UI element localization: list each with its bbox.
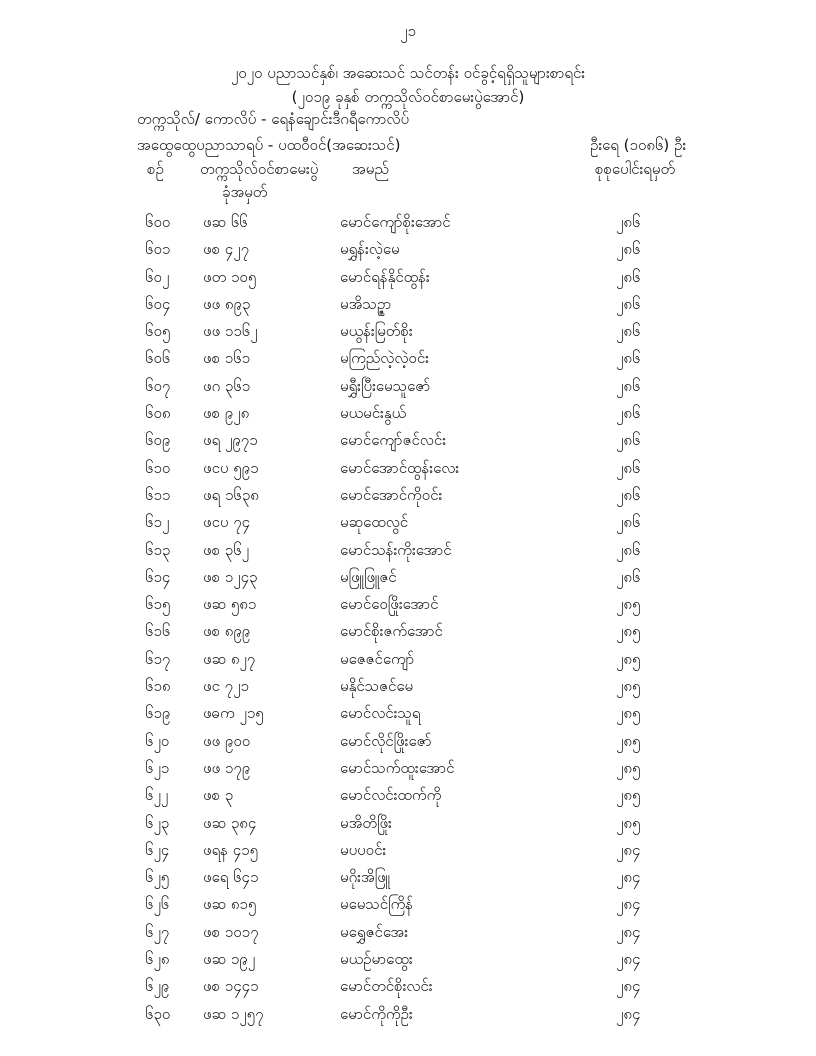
table-row	[0, 482, 816, 509]
total-score: ၂၈၆	[616, 322, 641, 341]
total-score: ၂၈၄	[616, 922, 641, 941]
student-name: မနိုင်သဇင်မေ	[340, 677, 414, 696]
total-score: ၂၈၅	[616, 704, 641, 723]
roll-number: ဖစ ၈၉၉	[203, 622, 251, 641]
table-row	[0, 782, 816, 809]
roll-number: ဖဓက ၂၁၅	[203, 704, 264, 723]
table-row	[0, 673, 816, 700]
student-name: မကြည်လဲ့လဲ့ဝင်း	[340, 349, 429, 368]
roll-number: ဖဆ ၁၉၂	[203, 950, 256, 969]
total-score: ၂၈၆	[616, 485, 641, 504]
student-name: မရွှီးပြီးမေသူဇော်	[340, 376, 431, 395]
roll-number: ဖစ ၁၆၁	[203, 349, 251, 368]
roll-number: ဖစ ၁၄၄၁	[203, 977, 259, 996]
total-score: ၂၈၆	[616, 294, 641, 313]
row-number: ၆၂၃	[145, 813, 170, 832]
total-score: ၂၈၆	[616, 213, 641, 231]
roll-number: ဖဆ ၈၂၇	[203, 649, 256, 668]
row-number: ၆၀၀	[145, 213, 171, 231]
student-name: မောင်တင်စိုးလင်း	[340, 977, 433, 996]
row-number: ၆၁၄	[145, 567, 171, 586]
table-row	[0, 209, 816, 236]
total-score: ၂၈၆	[616, 349, 641, 368]
total-score: ၂၈၅	[616, 649, 641, 668]
column-header-no: စဉ်	[147, 160, 164, 178]
total-score: ၂၈၆	[616, 376, 641, 395]
roll-number: ဖဆ ၈၁၅	[203, 895, 257, 914]
table-row	[0, 1001, 816, 1028]
table-row	[0, 591, 816, 618]
roll-number: ဖငပ ၇၄	[203, 513, 251, 532]
table-row	[0, 646, 816, 673]
student-name: မောင်သန်းကိုးအောင်	[340, 540, 452, 559]
column-header-roll: တက္ကသိုလ်ဝင်စာမေးပွဲ	[200, 160, 319, 178]
roll-number: ဖငပ ၅၉၁	[203, 458, 259, 477]
row-number: ၆၂၂	[145, 786, 169, 805]
roll-number: ဖစ ၁၀၁၇	[203, 922, 259, 941]
roll-number: ဖရေ ၆၄၁	[203, 868, 259, 887]
total-score: ၂၈၆	[616, 240, 641, 259]
roll-number: ဖဆ ၅၈၁	[203, 595, 257, 614]
row-number: ၆၁၅	[145, 595, 171, 614]
table-row	[0, 973, 816, 1000]
student-name: မောင်အောင်ထွန်းလေး	[340, 458, 460, 477]
row-number: ၆၁၃	[145, 540, 171, 559]
table-row	[0, 728, 816, 755]
roll-number: ဖဆ ၃၈၄	[203, 813, 257, 832]
student-name: မောင်သက်ထူးအောင်	[340, 758, 455, 777]
table-row	[0, 864, 816, 891]
table-row	[0, 373, 816, 400]
roll-number: ဖစ ၁၂၄၃	[203, 567, 258, 586]
column-header-score: စုစုပေါင်းရမှတ်	[595, 160, 676, 178]
student-name: မောင်စိုးဇက်အောင်	[340, 622, 443, 641]
student-name: မရွှန်းလဲ့မေ	[340, 240, 400, 259]
total-score: ၂၈၅	[616, 813, 641, 832]
student-name: မောင်လင်းထက်ကို	[340, 786, 442, 805]
table-row	[0, 946, 816, 973]
student-name: မအိသဉ္ဇာ	[340, 294, 392, 313]
total-score: ၂၈၄	[616, 977, 641, 996]
row-number: ၆၁၉	[145, 704, 171, 723]
roll-number: ဖရန ၄၁၅	[203, 840, 259, 859]
student-name: မဂိုးအိဖြူ	[340, 868, 391, 887]
student-name: မမေသင်ကြိန်	[340, 895, 414, 914]
row-number: ၆၀၄	[145, 294, 171, 313]
row-number: ၆၃၀	[145, 1004, 171, 1023]
row-number: ၆၀၂	[145, 267, 170, 286]
row-number: ၆၁၀	[145, 458, 171, 477]
table-row	[0, 837, 816, 864]
student-name: မောင်ရန်နိုင်ထွန်း	[340, 267, 430, 286]
total-score: ၂၈၆	[616, 513, 641, 532]
student-name: မအိတိဖြိုး	[340, 813, 392, 832]
total-score: ၂၈၆	[616, 404, 641, 423]
table-row	[0, 400, 816, 427]
table-row	[0, 291, 816, 318]
table-row	[0, 427, 816, 454]
table-row	[0, 236, 816, 263]
document-title: ၂၀၂၀ ပညာသင်နှစ်၊ အဆေးသင် သင်တန်း ဝင်ခွင့်ရရှိသူများစာရင်း	[230, 64, 586, 82]
roll-number: ဖရ ၂၉၇၁	[203, 431, 258, 450]
column-header-name: အမည်	[352, 160, 389, 178]
roll-number: ဖဖ ၈၉၃	[203, 294, 251, 313]
roll-number: ဖဂ ၃၆၁	[203, 376, 251, 395]
row-number: ၆၂၁	[145, 758, 170, 777]
roll-number: ဖဖ ၁၁၆၂	[203, 322, 258, 341]
roll-number: ဖစ ၉၂၈	[203, 404, 250, 423]
row-number: ၆၀၁	[145, 240, 171, 259]
table-row	[0, 755, 816, 782]
column-header-roll-line2: ခုံအမှတ်	[222, 183, 268, 201]
table-row	[0, 700, 816, 727]
roll-number: ဖဆ ၆၆	[203, 213, 248, 231]
row-number: ၆၂၅	[145, 868, 170, 887]
roll-number: ဖစ ၃၆၂	[203, 540, 250, 559]
row-number: ၆၂၆	[145, 895, 170, 914]
document-subtitle: (၂၀၁၉ ခုနှစ် တက္ကသိုလ်ဝင်စာမေးပွဲအောင်)	[291, 88, 525, 106]
roll-number: ဖစ ၄၂၇	[203, 240, 250, 259]
row-number: ၆၂၈	[145, 950, 170, 969]
table-row	[0, 919, 816, 946]
row-number: ၆၂၄	[145, 840, 170, 859]
row-number: ၆၁၈	[145, 677, 171, 696]
row-number: ၆၁၂	[145, 513, 170, 532]
row-number: ၆၁၇	[145, 649, 171, 668]
university-line: တက္ကသိုလ်/ ကောလိပ် - ရေနံချောင်းဒီဂရီကောလိပ်	[137, 110, 410, 128]
total-score: ၂၈၅	[616, 595, 641, 614]
row-number: ၆၀၅	[145, 322, 171, 341]
total-score: ၂၈၅	[616, 677, 641, 696]
student-name: မောင်ကျော်စိုးအောင်	[340, 213, 451, 231]
student-name: မောင်ကိုကိုဦး	[340, 1004, 413, 1023]
row-number: ၆၂၀	[145, 731, 170, 750]
page-number: ၂၁	[400, 22, 416, 40]
total-score: ၂၈၄	[616, 1004, 641, 1023]
table-row	[0, 618, 816, 645]
total-score: ၂၈၅	[616, 731, 641, 750]
table-row	[0, 810, 816, 837]
row-number: ၆၂၉	[145, 977, 170, 996]
table-row	[0, 891, 816, 918]
row-number: ၆၁၆	[145, 622, 171, 641]
student-name: မဆုထေလွင်	[340, 513, 409, 532]
student-name: မောင်ကျော်ဇင်လင်း	[340, 431, 446, 450]
total-score: ၂၈၅	[616, 758, 641, 777]
results-table	[0, 209, 816, 1028]
total-score: ၂၈၆	[616, 458, 641, 477]
table-row	[0, 318, 816, 345]
table-row	[0, 537, 816, 564]
student-name: မောင်ဝေဖြိုးအောင်	[340, 595, 439, 614]
roll-number: ဖင ၇၂၁	[203, 677, 249, 696]
table-row	[0, 509, 816, 536]
student-name: မဖြူဖြူဇင်	[340, 567, 397, 586]
total-score: ၂၈၆	[616, 567, 641, 586]
total-score: ၂၈၅	[616, 622, 641, 641]
row-number: ၆၀၆	[145, 349, 171, 368]
table-row	[0, 455, 816, 482]
row-number: ၆၀၉	[145, 431, 171, 450]
total-score: ၂၈၆	[616, 540, 641, 559]
row-number: ၆၂၇	[145, 922, 170, 941]
total-score: ၂၈၄	[616, 868, 641, 887]
total-score: ၂၈၅	[616, 786, 641, 805]
student-name: မောင်လင်းသူရ	[340, 704, 421, 723]
row-number: ၆၀၇	[145, 376, 171, 395]
total-score: ၂၈၆	[616, 431, 641, 450]
total-score: ၂၈၄	[616, 840, 641, 859]
total-score: ၂၈၄	[616, 895, 641, 914]
total-score: ၂၈၆	[616, 267, 641, 286]
row-number: ၆၁၁	[145, 485, 171, 504]
department-line: အထွေထွေပညာသာရပ် - ပထဝီဝင်(အဆေးသင်)	[137, 136, 401, 154]
student-name: မရွှေဇင်အေး	[340, 922, 408, 941]
row-number: ၆၀၈	[145, 404, 171, 423]
table-row	[0, 264, 816, 291]
student-name: မယွန်းမြတ်စိုး	[340, 322, 413, 341]
total-count: ဦးရေ (၁၀၈၆) ဦး	[590, 136, 687, 154]
student-name: မယဉ်မာထွေး	[340, 950, 413, 969]
student-name: မောင်အောင်ကိုဝင်း	[340, 485, 443, 504]
student-name: မယမင်းနွယ်	[340, 404, 407, 423]
roll-number: ဖဖ ၁၇၉	[203, 758, 251, 777]
student-name: မောင်လိုင်ဖြိုးဇော်	[340, 731, 432, 750]
roll-number: ဖစ ၃	[203, 786, 234, 805]
roll-number: ဖဖ ၉၀၀	[203, 731, 251, 750]
roll-number: ဖတ ၁၀၅	[203, 267, 257, 286]
table-row	[0, 345, 816, 372]
student-name: မပပဝင်း	[340, 840, 387, 859]
student-name: မဇေဇင်ကျော်	[340, 649, 415, 668]
roll-number: ဖရ ၁၆၃၈	[203, 485, 259, 504]
total-score: ၂၈၄	[616, 950, 641, 969]
table-row	[0, 564, 816, 591]
roll-number: ဖဆ ၁၂၅၇	[203, 1004, 264, 1023]
